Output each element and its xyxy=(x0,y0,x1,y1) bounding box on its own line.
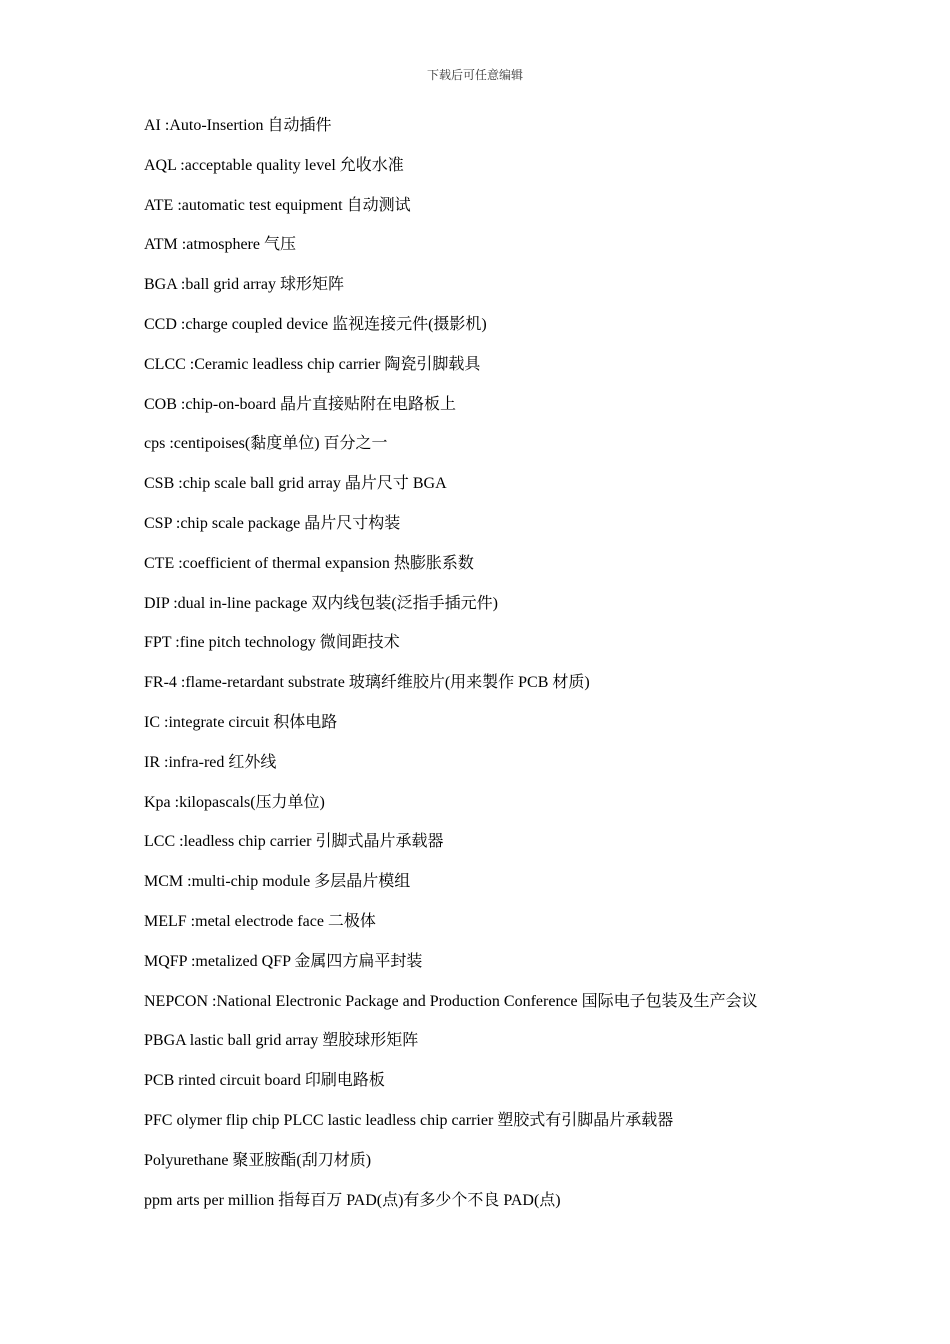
glossary-entry: FPT :fine pitch technology 微间距技术 xyxy=(144,634,400,652)
glossary-entry: cps :centipoises(黏度单位) 百分之一 xyxy=(144,435,388,453)
glossary-entry: Polyurethane 聚亚胺酯(刮刀材质) xyxy=(144,1151,372,1169)
glossary-entry: CSB :chip scale ball grid array 晶片尺寸 BGA xyxy=(144,475,447,493)
glossary-entry: CSP :chip scale package 晶片尺寸构装 xyxy=(144,514,401,532)
glossary-entry: PBGA lastic ball grid array 塑胶球形矩阵 xyxy=(144,1032,419,1050)
glossary-entry: FR-4 :flame-retardant substrate 玻璃纤维胶片(用来製作 PCB 材质) xyxy=(144,674,590,692)
glossary-entry: ATE :automatic test equipment 自动测试 xyxy=(144,196,411,214)
glossary-entry: IC :integrate circuit 积体电路 xyxy=(144,713,338,731)
glossary-entry: BGA :ball grid array 球形矩阵 xyxy=(144,276,344,294)
glossary-entry: CLCC :Ceramic leadless chip carrier 陶瓷引脚载具 xyxy=(144,355,481,373)
glossary-entry: DIP :dual in-line package 双内线包装(泛指手插元件) xyxy=(144,594,499,612)
glossary-entry: MQFP :metalized QFP 金属四方扁平封装 xyxy=(144,952,423,970)
glossary-entry: MCM :multi-chip module 多层晶片模组 xyxy=(144,873,411,891)
glossary-entry: Kpa :kilopascals(压力单位) xyxy=(144,793,325,811)
glossary-entry: AI :Auto-Insertion 自动插件 xyxy=(144,117,332,134)
glossary-entry: LCC :leadless chip carrier 引脚式晶片承载器 xyxy=(144,833,444,851)
glossary-entry: CCD :charge coupled device 监视连接元件(摄影机) xyxy=(144,315,487,333)
glossary-entry: ATM :atmosphere 气压 xyxy=(144,236,296,254)
glossary-list xyxy=(144,114,904,1228)
glossary-entry: IR :infra-red 红外线 xyxy=(144,753,277,771)
glossary-entry: PCB rinted circuit board 印刷电路板 xyxy=(144,1072,385,1090)
glossary-entry: AQL :acceptable quality level 允收水准 xyxy=(144,156,404,174)
glossary-entry: NEPCON :National Electronic Package and Production Conference 国际电子包装及生产会议 xyxy=(144,992,758,1010)
glossary-entry: COB :chip-on-board 晶片直接贴附在电路板上 xyxy=(144,395,456,413)
glossary-entry: ppm arts per million 指每百万 PAD(点)有多少个不良 PAD(点) xyxy=(144,1191,561,1209)
glossary-entry: MELF :metal electrode face 二极体 xyxy=(144,912,376,930)
page-header: 下载后可任意编辑 xyxy=(426,68,523,82)
glossary-entry: CTE :coefficient of thermal expansion 热膨胀系数 xyxy=(144,554,474,572)
glossary-entry: PFC olymer flip chip PLCC lastic leadless chip carrier 塑胶式有引脚晶片承载器 xyxy=(144,1111,674,1129)
